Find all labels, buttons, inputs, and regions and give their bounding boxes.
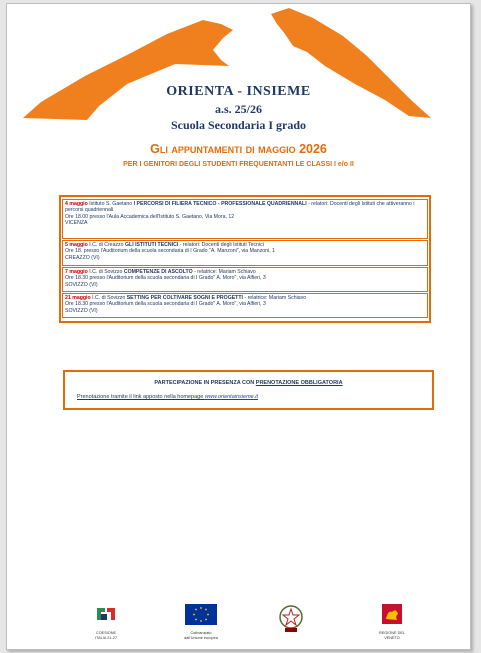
- event-time-place: Ore 18.30 presso l'Auditorium della scuola secondaria di I Grado" A. Moro", via Alfieri, 3: [65, 301, 266, 308]
- coesione-italia-icon: [91, 604, 121, 626]
- document-page: [6, 3, 471, 650]
- registration-note: Prenotazione tramite il link apposto nella homepage: [77, 394, 205, 400]
- event-time-place: Ore 18. presso l'Auditorium della scuola secondaria di I Grado "A. Manzoni", via Manzoni, 1: [65, 248, 275, 255]
- event-date: 5 maggio: [65, 242, 88, 248]
- event-card: [62, 199, 428, 239]
- veneto-caption: REGIONE DEL VENETO: [379, 631, 405, 640]
- event-speakers: - relatori: Docenti degli Istituti Tecnici: [178, 242, 264, 248]
- subtitle-main: Gli appuntamenti di maggio 2026: [150, 142, 327, 156]
- doc-title: ORIENTA - INSIEME: [166, 84, 311, 99]
- event-title: SETTING PER COLTIVARE SOGNI E PROGETTI: [126, 295, 243, 301]
- event-card: [62, 240, 428, 266]
- school-level: Scuola Secondaria I grado: [170, 118, 306, 132]
- event-school: I.C. di Creazzo: [87, 242, 125, 248]
- event-title: I PERCORSI DI FILIERA TECNICO - PROFESSIONALE QUADRIENNALI: [133, 201, 307, 207]
- event-speakers: - relatori: Docenti degli Istituti che attiveranno i percorsi quadriennali.: [65, 201, 415, 214]
- event-school: I.C. di Sovizzo: [90, 295, 127, 301]
- event-date: 4 maggio: [65, 201, 88, 207]
- eu-flag-icon: [181, 604, 221, 626]
- subtitle-sub: PER I GENITORI DEGLI STUDENTI FREQUENTANTI LE CLASSI I e/o II: [123, 161, 354, 168]
- event-speakers: - relatrice: Mariam Schiavo: [192, 269, 256, 275]
- participation-text: PARTECIPAZIONE IN PRESENZA CON: [154, 380, 256, 386]
- event-time-place: Ore 18.00 presso l'Aula Accademica dell'Istituto S. Gaetano, Via Mora, 12: [65, 213, 235, 220]
- italian-republic-emblem: [278, 604, 304, 639]
- school-year: a.s. 25/26: [214, 102, 262, 116]
- regione-veneto-logo: [375, 604, 409, 640]
- coesione-caption: COESIONE ITALIA 21-27: [95, 631, 117, 640]
- events-box: [59, 195, 431, 323]
- event-speakers: - relatrice: Mariam Schiavo: [242, 295, 307, 301]
- event-title: COMPETENZE DI ASCOLTO: [123, 269, 193, 275]
- lion-of-venice-icon: [375, 604, 409, 626]
- republic-emblem-icon: [278, 604, 304, 634]
- event-city: VICENZA: [65, 220, 88, 227]
- registration-note-line: [77, 394, 258, 400]
- event-time-place: Ore 18.30 presso l'Auditorium della scuola secondaria di I Grado" A. Moro", via Alfieri, 3: [65, 275, 266, 282]
- event-card: [62, 293, 428, 318]
- event-city: SOVIZZO (VI): [65, 307, 98, 314]
- info-box: [63, 370, 434, 410]
- eu-caption: Cofinanziato dall'Unione europea: [184, 631, 218, 640]
- eu-logo: [181, 604, 221, 640]
- event-school: I.C. di Sovizzo: [87, 269, 124, 275]
- participation-line: [65, 380, 432, 386]
- event-school: Istituto S. Gaetano: [87, 201, 134, 207]
- event-title: GLI ISTITUTI TECNICI: [124, 242, 179, 248]
- website-link[interactable]: www.orientainsieme.it: [204, 394, 258, 400]
- registration-required: PRENOTAZIONE OBBLIGATORIA: [255, 380, 343, 386]
- event-date: 7 maggio: [65, 269, 88, 275]
- event-card: [62, 267, 428, 292]
- coesione-italia-logo: [91, 604, 121, 640]
- event-date: 21 maggio: [65, 295, 91, 301]
- event-city: CREAZZO (VI): [65, 254, 100, 261]
- event-city: SOVIZZO (VI): [65, 281, 98, 288]
